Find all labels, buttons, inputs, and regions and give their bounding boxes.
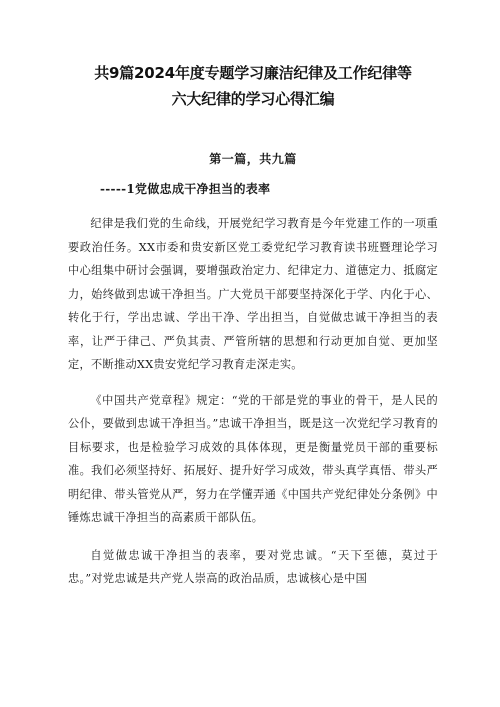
document-title <box>68 60 438 112</box>
chapter-heading: 第一篇，共九篇 <box>209 152 297 166</box>
document-title-line-2: 六大纪律的学习心得汇编 <box>171 90 335 108</box>
body-paragraph-2: 《中国共产党章程》规定：“党的干部是党的事业的骨干，是人民的公仆，要做到忠诚干净担当。”忠诚干净担当，既是这一次党纪学习教育的目标要求，也是检验学习成效的具体体现，更是衡量党员干部的重要标准。我们必须坚持好、拓展好、提升好学习成效，带头真学真悟、带头严明纪律、带头管党从严，努力在学懂弄通《中国共产党纪律处分条例》中锤炼忠诚干净担当的高素质干部队伍。 <box>68 393 438 524</box>
section-heading: -----1党做忠成干净担当的表率 <box>100 182 271 196</box>
body-paragraph-3: 自觉做忠诚干净担当的表率，要对党忠诚。“天下至德，莫过于忠。”对党忠诚是共产党人崇高的政治品质，忠诚核心是中国 <box>68 548 438 585</box>
document-title-line-1: 共9篇2024年度专题学习廉洁纪律及工作纪律等 <box>94 64 412 82</box>
body-paragraph-1: 纪律是我们党的生命线，开展党纪学习教育是今年党建工作的一项重要政治任务。XX市委和贵安新区党工委党纪学习教育读书班暨理论学习中心组集中研讨会强调，要增强政治定力、纪律定力、道德定力、抵腐定力，始终做到忠诚干净担当。广大党员干部要坚持深化于学、内化于心、转化于行，学出忠诚、学出干净、学出担当，自觉做忠诚干净担当的表率，让严于律己、严负其责、严管所辖的思想和行动更加自觉、更加坚定，不断推动XX贵安党纪学习教育走深走实。 <box>68 217 438 371</box>
